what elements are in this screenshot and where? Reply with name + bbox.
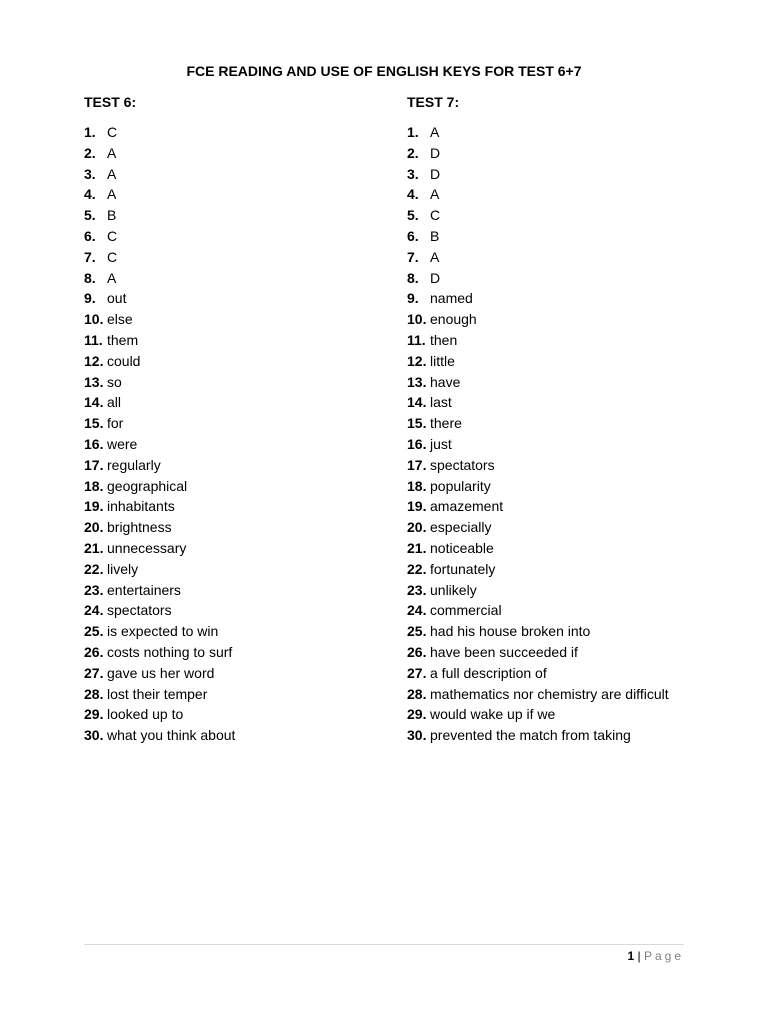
- answer-text: had his house broken into: [430, 623, 591, 640]
- answer-item: [407, 184, 697, 205]
- answer-item: [84, 247, 384, 268]
- answer-number: 20.: [407, 519, 427, 536]
- answer-number: 22.: [407, 560, 427, 577]
- answer-text: spectators: [430, 456, 495, 473]
- answer-text: could: [107, 352, 141, 369]
- answer-text: inhabitants: [107, 498, 175, 515]
- answer-item: [407, 309, 697, 330]
- answer-number: 10.: [84, 311, 104, 328]
- answer-number: 18.: [407, 477, 427, 494]
- answer-text: geographical: [107, 477, 188, 494]
- answer-number: 3.: [407, 165, 419, 182]
- answer-item: [407, 496, 697, 517]
- answer-text: A: [107, 165, 117, 182]
- answer-text: B: [107, 207, 117, 224]
- answer-text: named: [430, 290, 473, 307]
- answer-number: 23.: [407, 581, 427, 598]
- answer-text: costs nothing to surf: [107, 643, 233, 660]
- answer-number: 6.: [84, 227, 96, 244]
- answer-item: [407, 351, 697, 372]
- answer-number: 23.: [84, 581, 104, 598]
- answer-text: amazement: [430, 498, 504, 515]
- answer-number: 1.: [407, 124, 419, 140]
- answer-number: 16.: [407, 435, 427, 452]
- answer-item: [84, 725, 384, 746]
- document-title: FCE READING AND USE OF ENGLISH KEYS FOR TEST 6+7: [186, 63, 582, 79]
- answer-item: [407, 642, 697, 663]
- answer-item: [84, 164, 384, 185]
- test-7-heading: TEST 7:: [407, 94, 460, 110]
- answer-item: [407, 226, 697, 247]
- answer-item: [407, 621, 697, 642]
- answer-text: noticeable: [430, 539, 494, 556]
- answer-number: 17.: [407, 456, 427, 473]
- answer-text: for: [107, 415, 124, 432]
- answer-item: [84, 226, 384, 247]
- answer-number: 7.: [407, 248, 419, 265]
- answer-text: lively: [107, 560, 139, 577]
- answer-number: 19.: [84, 498, 104, 515]
- answer-text: all: [107, 394, 122, 411]
- answer-item: [407, 684, 697, 705]
- answer-item: [84, 434, 384, 455]
- answer-number: 5.: [84, 207, 96, 224]
- answer-number: 24.: [84, 602, 104, 619]
- answer-item: [84, 600, 384, 621]
- answer-number: 29.: [407, 706, 427, 723]
- answer-item: [84, 392, 384, 413]
- answer-text: there: [430, 415, 462, 432]
- answer-text: C: [107, 248, 118, 265]
- answer-number: 9.: [407, 290, 419, 307]
- answer-item: [84, 704, 384, 725]
- answer-number: 8.: [84, 269, 96, 286]
- answer-item: [407, 247, 697, 268]
- answer-text: especially: [430, 519, 492, 536]
- answer-number: 17.: [84, 456, 104, 473]
- answer-item: [84, 288, 384, 309]
- answer-number: 2.: [407, 144, 419, 161]
- answer-item: [84, 455, 384, 476]
- answer-number: 20.: [84, 519, 104, 536]
- test-6-answer-list: [84, 122, 384, 746]
- page-separator: |: [634, 949, 644, 963]
- answer-text: entertainers: [107, 581, 181, 598]
- answer-item: [84, 205, 384, 226]
- answer-number: 14.: [84, 394, 104, 411]
- answer-item: [84, 517, 384, 538]
- answer-item: [407, 268, 697, 289]
- answer-text: A: [430, 248, 440, 265]
- answer-text: C: [430, 207, 441, 224]
- answer-number: 22.: [84, 560, 104, 577]
- answer-item: [407, 704, 697, 725]
- answer-item: [407, 330, 697, 351]
- answer-text: B: [430, 227, 440, 244]
- answer-text: have: [430, 373, 461, 390]
- answer-item: [407, 538, 697, 559]
- answer-text: then: [430, 331, 458, 348]
- answer-item: [84, 122, 384, 143]
- answer-text: brightness: [107, 519, 172, 536]
- answer-number: 2.: [84, 144, 96, 161]
- answer-number: 4.: [407, 186, 419, 203]
- answer-number: 8.: [407, 269, 419, 286]
- answer-item: [84, 580, 384, 601]
- answer-item: [407, 372, 697, 393]
- answer-item: [407, 455, 697, 476]
- answer-item: [407, 476, 697, 497]
- answer-text: little: [430, 352, 455, 369]
- answer-number: 12.: [407, 352, 427, 369]
- answer-number: 27.: [84, 664, 104, 681]
- answer-number: 11.: [84, 331, 103, 348]
- answer-number: 13.: [84, 373, 104, 390]
- answer-text: prevented the match from taking: [430, 727, 631, 744]
- answer-number: 24.: [407, 602, 427, 619]
- answer-text: A: [107, 144, 117, 161]
- answer-text: last: [430, 394, 452, 411]
- answer-number: 1.: [84, 124, 96, 140]
- answer-item: [407, 663, 697, 684]
- answer-text: were: [107, 435, 138, 452]
- answer-item: [407, 413, 697, 434]
- answer-text: unlikely: [430, 581, 477, 598]
- answer-number: 28.: [407, 685, 427, 702]
- answer-number: 12.: [84, 352, 104, 369]
- answer-item: [84, 642, 384, 663]
- answer-text: A: [430, 186, 440, 203]
- answer-number: 30.: [84, 727, 104, 744]
- page-footer: [627, 948, 684, 964]
- answer-item: [407, 580, 697, 601]
- answer-number: 19.: [407, 498, 427, 515]
- answer-text: a full description of: [430, 664, 547, 681]
- answer-number: 29.: [84, 706, 104, 723]
- test-6-heading: TEST 6:: [84, 94, 137, 110]
- answer-number: 11.: [407, 331, 426, 348]
- answer-text: just: [430, 435, 452, 452]
- answer-text: them: [107, 331, 139, 348]
- answer-item: [407, 517, 697, 538]
- answer-text: is expected to win: [107, 623, 219, 640]
- answer-text: D: [430, 269, 441, 286]
- answer-item: [84, 268, 384, 289]
- answer-text: looked up to: [107, 706, 184, 723]
- answer-text: else: [107, 311, 133, 328]
- answer-item: [84, 413, 384, 434]
- answer-number: 16.: [84, 435, 104, 452]
- answer-item: [407, 164, 697, 185]
- answer-text: spectators: [107, 602, 172, 619]
- answer-number: 15.: [407, 415, 427, 432]
- answer-text: enough: [430, 311, 477, 328]
- answer-number: 5.: [407, 207, 419, 224]
- answer-number: 21.: [84, 539, 104, 556]
- answer-item: [84, 351, 384, 372]
- answer-number: 15.: [84, 415, 104, 432]
- answer-item: [84, 663, 384, 684]
- answer-text: regularly: [107, 456, 161, 473]
- answer-item: [84, 309, 384, 330]
- answer-text: fortunately: [430, 560, 496, 577]
- answer-text: C: [107, 124, 118, 140]
- answer-text: A: [430, 124, 440, 140]
- answer-item: [84, 184, 384, 205]
- test-7-answer-list: [407, 122, 697, 746]
- test-7-column: [407, 93, 697, 746]
- answer-number: 14.: [407, 394, 427, 411]
- answer-item: [84, 684, 384, 705]
- answer-number: 25.: [407, 623, 427, 640]
- answer-number: 4.: [84, 186, 96, 203]
- answer-number: 10.: [407, 311, 427, 328]
- answer-text: popularity: [430, 477, 491, 494]
- answer-number: 26.: [84, 643, 104, 660]
- answer-number: 18.: [84, 477, 104, 494]
- answer-item: [407, 143, 697, 164]
- footer-divider: [84, 944, 684, 945]
- answer-item: [84, 143, 384, 164]
- answer-item: [84, 621, 384, 642]
- answer-item: [407, 434, 697, 455]
- answer-item: [407, 205, 697, 226]
- answer-item: [407, 288, 697, 309]
- answer-item: [84, 330, 384, 351]
- page-label: Page: [643, 949, 684, 963]
- answer-text: A: [107, 186, 117, 203]
- answer-number: 9.: [84, 290, 96, 307]
- answer-text: gave us her word: [107, 664, 215, 681]
- answer-text: would wake up if we: [430, 706, 556, 723]
- answer-item: [407, 122, 697, 143]
- answer-text: mathematics nor chemistry are difficult: [430, 685, 669, 702]
- answer-number: 3.: [84, 165, 96, 182]
- answer-number: 7.: [84, 248, 96, 265]
- answer-item: [407, 559, 697, 580]
- answer-item: [84, 538, 384, 559]
- answer-text: D: [430, 165, 441, 182]
- page-number: 1: [627, 949, 635, 963]
- answer-item: [84, 476, 384, 497]
- answer-text: lost their temper: [107, 685, 208, 702]
- answer-number: 25.: [84, 623, 104, 640]
- answer-number: 21.: [407, 539, 427, 556]
- answer-item: [84, 559, 384, 580]
- answer-text: C: [107, 227, 118, 244]
- answer-text: have been succeeded if: [430, 643, 578, 660]
- answer-item: [84, 372, 384, 393]
- answer-item: [407, 725, 697, 746]
- answer-text: so: [107, 373, 122, 390]
- answer-text: commercial: [430, 602, 502, 619]
- answer-number: 27.: [407, 664, 427, 681]
- answer-text: what you think about: [107, 727, 236, 744]
- test-6-column: [84, 93, 384, 746]
- answer-item: [407, 600, 697, 621]
- answer-number: 6.: [407, 227, 419, 244]
- answer-text: D: [430, 144, 441, 161]
- answer-number: 26.: [407, 643, 427, 660]
- answer-item: [84, 496, 384, 517]
- answer-number: 30.: [407, 727, 427, 744]
- answer-number: 13.: [407, 373, 427, 390]
- answer-item: [407, 392, 697, 413]
- answer-text: unnecessary: [107, 539, 187, 556]
- answer-number: 28.: [84, 685, 104, 702]
- answer-text: out: [107, 290, 127, 307]
- answer-text: A: [107, 269, 117, 286]
